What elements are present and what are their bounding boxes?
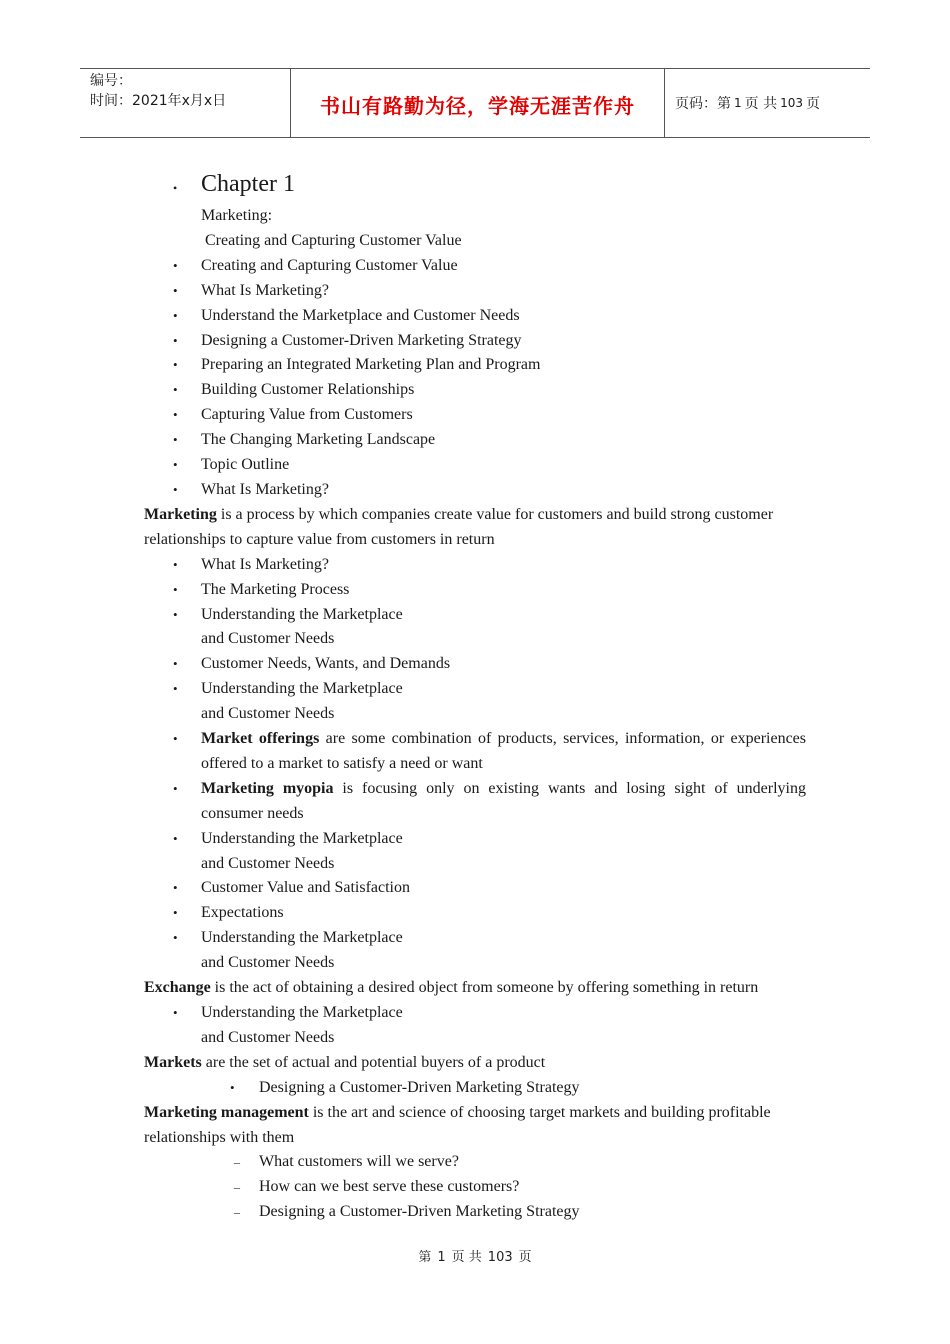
bullet-icon: • [173,830,178,846]
list-item [144,254,806,279]
bullet-icon: • [173,382,178,398]
list-item-text: Understanding the Marketplace [201,829,403,847]
subtitle-line-1: Marketing: [201,207,273,224]
subtitle-line-2: Creating and Capturing Customer Value [201,231,462,249]
list-item [144,901,806,926]
definition-term: Exchange [144,979,211,997]
list-item-text: The Changing Marketing Landscape [201,431,436,449]
page-footer [0,1246,950,1265]
list-item [144,677,806,727]
list-item [144,553,806,578]
list-item [144,827,806,877]
bullet-icon: • [173,181,178,195]
bullet-icon: • [173,656,178,672]
list-item [144,876,806,901]
definition-text: is a process by which companies create value for customers and build strong customer relationships to capture value from customers in return [144,505,774,548]
list-item-text: Understanding the Marketplace [201,605,403,623]
footer-page: 1 [437,1250,446,1265]
bullet-icon: • [173,880,178,896]
list-item-text-cont: and Customer Needs [201,954,335,972]
definition-term: Marketing management [144,1103,309,1121]
bullet-icon: • [173,731,178,747]
list-item-text: Building Customer Relationships [201,381,415,399]
bullet-icon: • [173,257,178,273]
list-item-text: Capturing Value from Customers [201,406,413,424]
list-item-market-offerings [144,727,806,777]
definition-text: are some combination of products, services, information, or experiences offered to a market to satisfy a need or want [201,730,807,772]
dash-item [144,1150,806,1175]
list-item [144,926,806,976]
header-time-label: 时间：2021年x月x日 [90,93,227,109]
list-item [144,578,806,603]
list-item-text: What Is Marketing? [201,480,329,498]
definition-marketing-management [144,1101,806,1151]
header-page-total: 103 [780,96,803,110]
definition-exchange [144,976,806,1001]
dash-icon: – [234,1205,240,1220]
chapter-title: Chapter 1 [201,171,295,197]
footer-prefix: 第 [418,1250,432,1265]
bullet-icon: • [173,581,178,597]
list-item-text: What Is Marketing? [201,281,329,299]
list-item-text: Creating and Capturing Customer Value [201,256,458,274]
list-item-text-cont: and Customer Needs [201,630,335,648]
bullet-icon: • [173,930,178,946]
list-item [144,353,806,378]
bullet-icon: • [173,457,178,473]
bullet-icon: • [173,681,178,697]
list-item-marketing-myopia [144,777,806,827]
list-item [144,403,806,428]
list-item [144,453,806,478]
list-item [144,428,806,453]
list-item-text-cont: and Customer Needs [201,1028,335,1046]
dash-item [144,1175,806,1200]
definition-markets [144,1051,806,1076]
bullet-icon: • [173,357,178,373]
definition-term: Market offerings [201,730,320,748]
list-item-text: Expectations [201,904,284,922]
header-page-current: 1 [734,96,742,110]
dash-icon: – [234,1155,240,1170]
header-number-label: 编号： [90,73,132,89]
list-item-text: The Marketing Process [201,580,350,598]
document-body [144,166,806,1225]
list-item-text: Customer Value and Satisfaction [201,879,410,897]
footer-mid: 页 共 [451,1250,482,1265]
list-item-text: Designing a Customer-Driven Marketing Strategy [259,1078,580,1096]
list-item-text: Understanding the Marketplace [201,1004,403,1021]
list-item [144,279,806,304]
footer-suffix: 页 [518,1250,532,1265]
list-item-text: Designing a Customer-Driven Marketing Strategy [201,331,522,349]
list-item [144,652,806,677]
definition-text: is the art and science of choosing target markets and building profitable relationships with them [144,1103,771,1146]
bullet-icon: • [173,282,178,298]
list-item-text: Customer Needs, Wants, and Demands [201,655,451,673]
dash-item-text: Designing a Customer-Driven Marketing Strategy [259,1203,580,1221]
list-item [144,1076,806,1101]
list-item-text-cont: and Customer Needs [201,854,335,872]
list-item [144,478,806,503]
bullet-icon: • [173,606,178,622]
definition-text: is focusing only on existing wants and losing sight of underlying consumer needs [201,779,806,822]
bullet-icon: • [173,1005,178,1020]
list-item [144,329,806,354]
dash-icon: – [234,1180,240,1195]
dash-item-text: What customers will we serve? [259,1153,459,1171]
header-page-mid: 页 共 [744,96,778,112]
header-page-info [665,69,870,137]
bullet-icon: • [173,481,178,497]
list-item-text: Preparing an Integrated Marketing Plan and Program [201,356,541,374]
definition-term: Markets [144,1053,202,1071]
list-item-text-cont: and Customer Needs [201,705,335,723]
chapter-heading [144,166,806,202]
header-motto: 书山有路勤为径，学海无涯苦作舟 [291,69,665,137]
bullet-icon: • [173,432,178,448]
header-page-prefix: 页码：第 [675,96,731,112]
list-item [144,603,806,653]
list-item-text: Understand the Marketplace and Customer Needs [201,306,520,324]
list-item-text: Understanding the Marketplace [201,929,403,947]
bullet-icon: • [173,307,178,323]
definition-text: are the set of actual and potential buyers of a product [201,1053,546,1071]
dash-item [144,1200,806,1225]
dash-item-text: How can we best serve these customers? [259,1178,520,1196]
bullet-icon: • [173,780,178,796]
definition-text: is the act of obtaining a desired object from someone by offering something in return [210,979,759,997]
list-item-text: What Is Marketing? [201,555,329,573]
definition-term: Marketing myopia [201,779,334,797]
header-page-suffix: 页 [806,96,820,112]
list-item [144,1001,806,1051]
document-header [80,68,870,138]
list-item [144,378,806,403]
list-item-text: Understanding the Marketplace [201,680,403,698]
footer-total: 103 [487,1250,513,1265]
definition-term: Marketing [144,505,217,523]
header-meta [80,69,291,137]
definition-marketing [144,503,806,553]
list-item-text: Topic Outline [201,456,290,474]
list-item [144,304,806,329]
bullet-icon: • [230,1079,235,1095]
bullet-icon: • [173,332,178,348]
bullet-icon: • [173,407,178,423]
bullet-icon: • [173,905,178,921]
bullet-icon: • [173,556,178,572]
